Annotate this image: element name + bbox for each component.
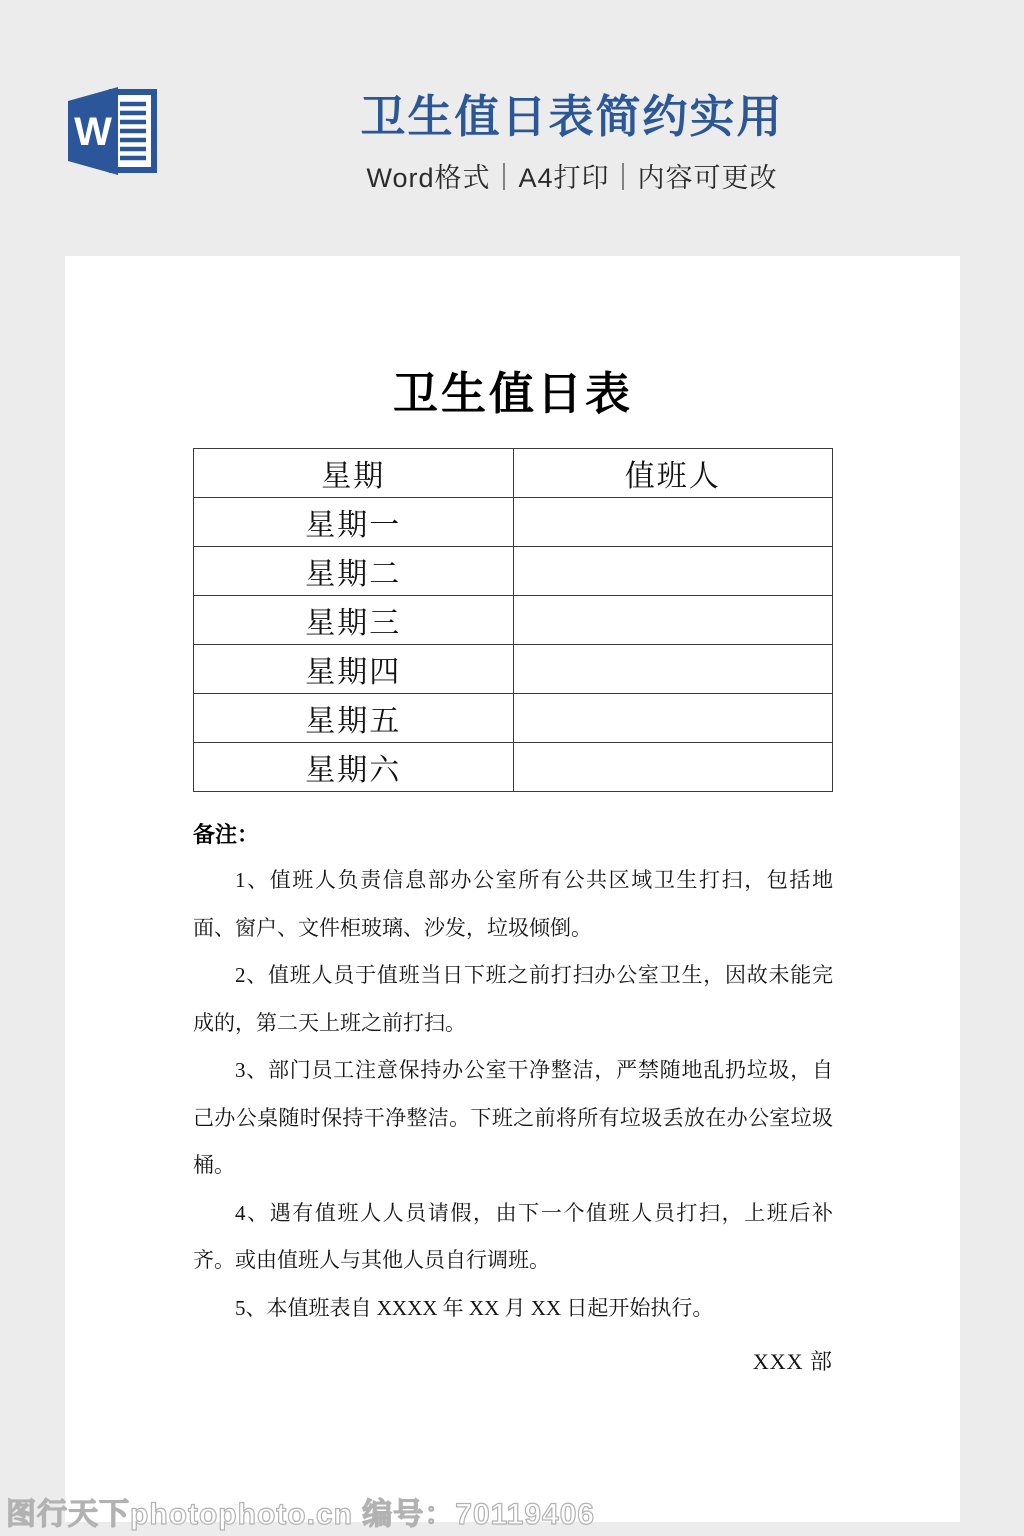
table-column-header: 值班人 (513, 449, 833, 498)
table-row (194, 596, 833, 645)
weekday-cell: 星期三 (194, 596, 514, 645)
duty-person-cell (513, 498, 833, 547)
table-column-header: 星期 (194, 449, 514, 498)
template-subtitle: Word格式｜A4打印｜内容可更改 (366, 163, 778, 193)
document-page (65, 256, 960, 1522)
note-paragraph: 5、本值班表自 XXXX 年 XX 月 XX 日起开始执行。 (235, 1295, 714, 1320)
department-signature: XXX 部 (752, 1349, 833, 1374)
table-row (194, 498, 833, 547)
duty-person-cell (513, 743, 833, 792)
site-watermark: 图行天下photophoto.cn 编号：70119406 (6, 1498, 596, 1531)
template-title: 卫生值日表简约实用 (360, 91, 784, 142)
note-paragraph: 3、部门员工注意保持办公室干净整洁，严禁随地乱扔垃圾，自己办公桌随时保持干净整洁。下班之前将所有垃圾丢放在办公室垃圾桶。 (193, 1058, 833, 1177)
weekday-cell: 星期五 (194, 694, 514, 743)
weekday-cell: 星期四 (194, 645, 514, 694)
header (0, 0, 1024, 256)
table-row (194, 743, 833, 792)
duty-person-cell (513, 694, 833, 743)
notes-block (193, 857, 833, 1332)
document-title: 卫生值日表 (392, 369, 633, 419)
header-text-block (120, 90, 1024, 195)
duty-person-cell (513, 596, 833, 645)
weekday-cell: 星期六 (194, 743, 514, 792)
table-row (194, 645, 833, 694)
table-row (194, 547, 833, 596)
table-header-row (194, 449, 833, 498)
duty-roster-table (193, 448, 833, 792)
note-paragraph: 2、值班人员于值班当日下班之前打扫办公室卫生，因故未能完成的，第二天上班之前打扫。 (193, 963, 833, 1035)
weekday-cell: 星期一 (194, 498, 514, 547)
duty-person-cell (513, 547, 833, 596)
table-row (194, 694, 833, 743)
notes-label: 备注： (193, 822, 260, 847)
duty-person-cell (513, 645, 833, 694)
weekday-cell: 星期二 (194, 547, 514, 596)
note-paragraph: 1、值班人负责信息部办公室所有公共区域卫生打扫，包括地面、窗户、文件柜玻璃、沙发，垃圾倾倒。 (193, 868, 833, 940)
note-paragraph: 4、遇有值班人人员请假，由下一个值班人员打扫，上班后补齐。或由值班人与其他人员自行调班。 (193, 1200, 833, 1272)
word-icon-letter: W (74, 110, 112, 154)
